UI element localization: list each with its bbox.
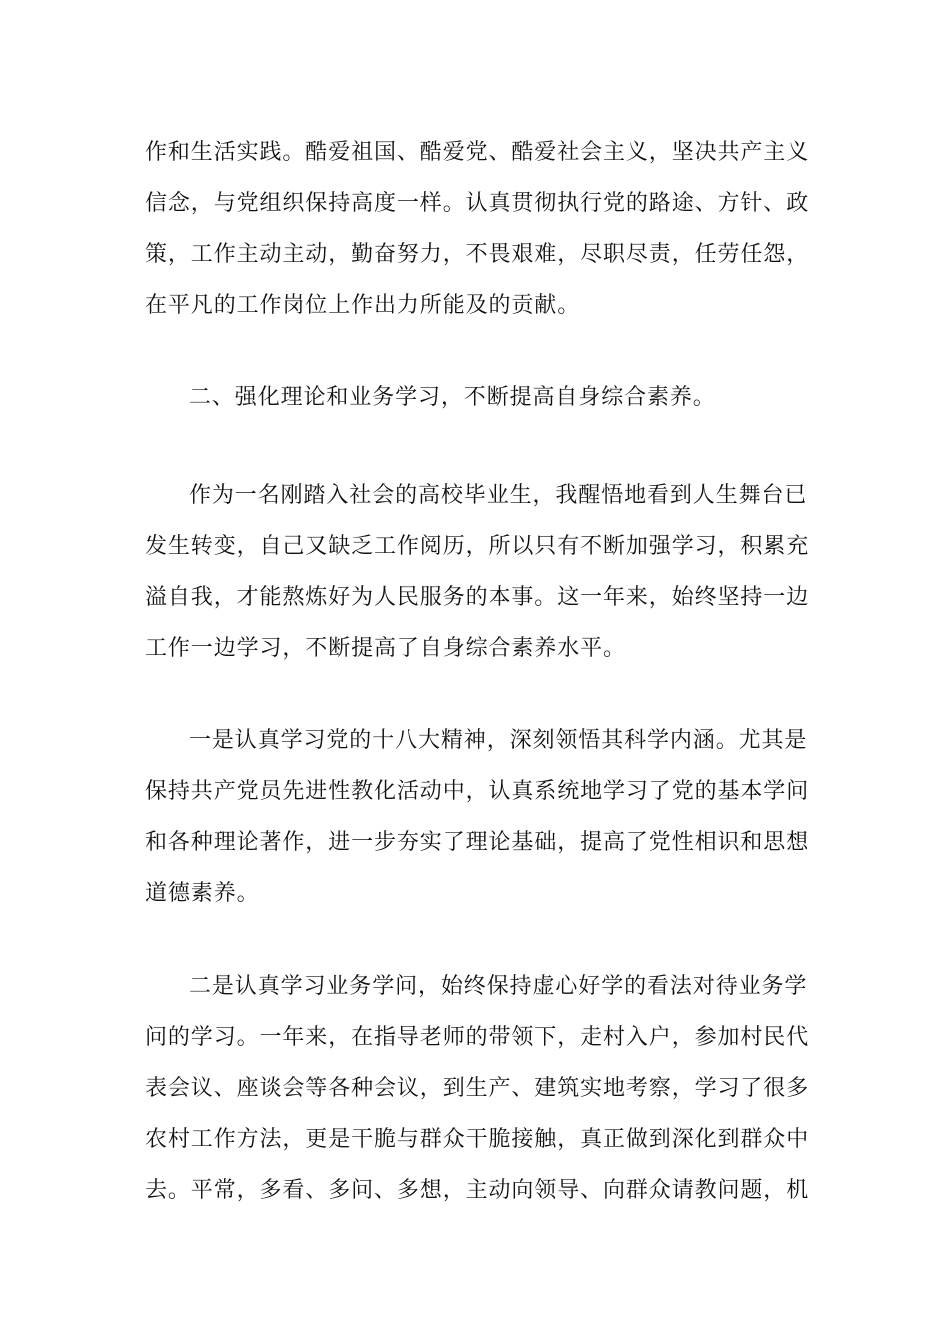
text-line: 在平凡的工作岗位上作出力所能及的贡献。 (145, 293, 581, 318)
text-line: 作和生活实践。酷爱祖国、酷爱党、酷爱社会主义，坚决共产主义 (145, 140, 810, 165)
text-line: 工作一边学习，不断提高了自身综合素养水平。 (145, 636, 626, 661)
text-line: 策，工作主动主动，勤奋努力，不畏艰难，尽职尽责，任劳任怨， (145, 242, 810, 267)
text-line: 作为一名刚踏入社会的高校毕业生，我醒悟地看到人生舞台已 (189, 483, 808, 508)
text-line: 问的学习。一年来，在指导老师的带领下，走村入户，参加村民代 (145, 1025, 810, 1050)
text-line: 溢自我，才能熬炼好为人民服务的本事。这一年来，始终坚持一边 (145, 585, 810, 610)
text-line: 信念，与党组织保持高度一样。认真贯彻执行党的路途、方针、政 (145, 191, 810, 216)
paragraph-business-study (145, 961, 810, 1216)
text-line: 一是认真学习党的十八大精神，深刻领悟其科学内涵。尤其是 (189, 728, 808, 753)
text-line: 发生转变，自己又缺乏工作阅历，所以只有不断加强学习，积累充 (145, 534, 810, 559)
section-heading-text: 二、强化理论和业务学习，不断提高自身综合素养。 (189, 385, 716, 410)
section-heading (145, 372, 807, 423)
text-line: 农村工作方法，更是干脆与群众干脆接触，真正做到深化到群众中 (145, 1127, 810, 1152)
text-line: 二是认真学习业务学问，始终保持虚心好学的看法对待业务学 (189, 974, 808, 999)
paragraph-political-stance (145, 127, 810, 331)
text-line: 保持共产党员先进性教化活动中，认真系统地学习了党的基本学问 (145, 779, 810, 804)
text-line: 和各种理论著作，进一步夯实了理论基础，提高了党性相识和思想 (145, 830, 810, 855)
text-line: 道德素养。 (145, 881, 260, 906)
paragraph-party-study (145, 715, 810, 919)
document-body (145, 127, 810, 1216)
text-line: 表会议、座谈会等各种会议，到生产、建筑实地考察，学习了很多 (145, 1076, 810, 1101)
text-line: 去。平常，多看、多问、多想，主动向领导、向群众请教问题，机 (145, 1178, 810, 1203)
paragraph-graduate-study (145, 470, 810, 674)
